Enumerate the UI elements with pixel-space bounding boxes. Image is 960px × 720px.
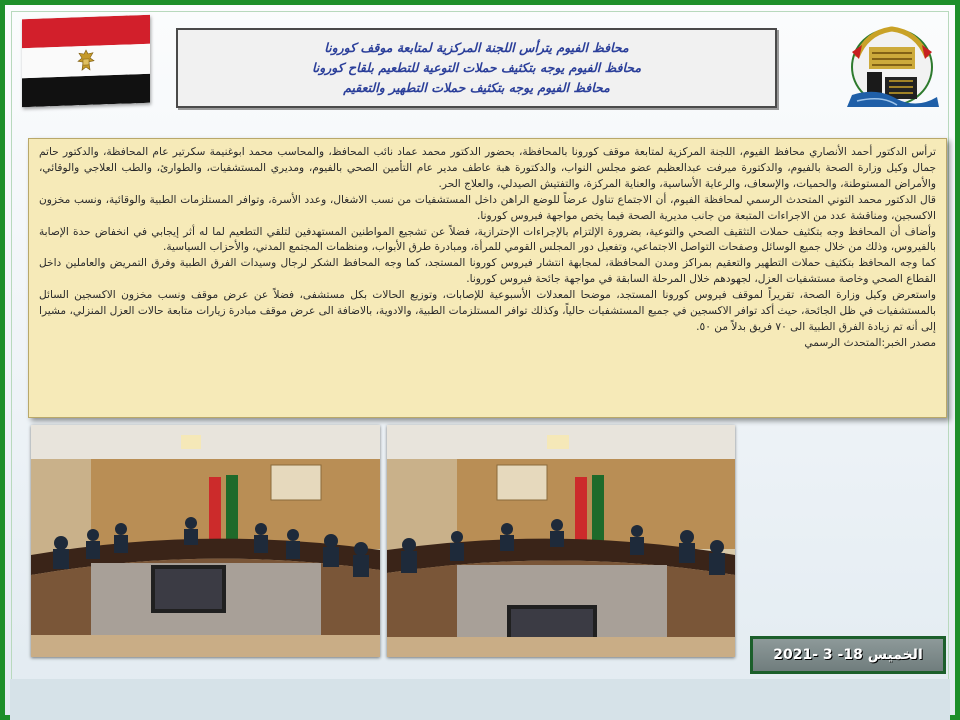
meeting-photo-2 (387, 425, 735, 657)
headline-line-3: محافظ الفيوم يوجه بتكثيف حملات التطهير والتعقيم (343, 80, 610, 95)
headline-line-1: محافظ الفيوم يترأس اللجنة المركزية لمتابعة موقف كورونا (324, 40, 629, 55)
bottom-band (10, 679, 950, 720)
flag-red-stripe (22, 15, 150, 49)
eagle-icon (75, 48, 97, 75)
headline-line-2: محافظ الفيوم يوجه بتكثيف حملات التوعية للتطعيم بلقاح كورونا (311, 60, 642, 75)
headline-box (176, 28, 777, 108)
article-paragraph: ترأس الدكتور أحمد الأنصاري محافظ الفيوم، اللجنة المركزية لمتابعة موقف كورونا بالمحافظة، بحضور الدكتور محمد عماد نائب المحافظ، والمحاسب محمد ابوغنيمة سكرتير عام المحافظة، والدكتور حاتم جمال وكيل وزارة الصحة بالفيوم، والدكتورة ميرفت عبدالعظيم عضو مجلس النواب، والدكتورة هبة عاطف مدير عام التأمين الصحي بالفيوم، ومديري المستشفيات، والطوارئ، والطب العلاجي والوقائي، والأمراض المستوطنة، والحميات، والإسعاف، والرعاية الأساسية، والعناية المركزة، والتفتيش الصيدلي، والعلاج الحر. (39, 146, 936, 190)
date-box (750, 636, 946, 674)
article-paragraph: كما وجه المحافظ بتكثيف حملات التطهير والتعقيم بمراكز ومدن المحافظة، لمجابهة انتشار فيروس كورونا المستجد، كما وجه المحافظ الشكر لرجال وسيدات الفرق الطبية وفرق التمريض والعاملين داخل القطاع الصحي وخاصة مستشفيات العزل، لجهودهم خلال المرحلة السابقة في مواجهة جائحة فيروس كورونا. (39, 257, 936, 286)
fayoum-governorate-logo (837, 17, 943, 111)
article-body (28, 138, 947, 418)
flag-black-stripe (22, 73, 150, 107)
article-paragraph: قال الدكتور محمد التوني المتحدث الرسمي لمحافظة الفيوم، أن الاجتماع تناول عرضاً للوضع الراهن داخل المستشفيات من نسب الاشغال، وعدد الأسرة، وتوافر المستلزمات الطبية والوقائية، ونسب مخزون الاكسجين، ومناقشة عدد من الاجراءات المتبعة من جانب مديرية الصحة فيما يخص مواجهة فيروس كورونا. (39, 193, 936, 222)
article-paragraph: وأضاف أن المحافظ وجه بتكثيف حملات التثقيف الصحي والتوعية، بضرورة الإلتزام بالإجراءات الإحترازية، فضلاً عن تشجيع المواطنين المستهدفين لتلقي التطعيم لما له أثر إيجابي في انخفاض حدة الإصابة بالفيروس، وذلك من خلال جميع الوسائل وصفحات التواصل الاجتماعي، وتفعيل دور المجلس القومي للمرأة، ومبادرة طرق الأبواب، ومنظمات المجتمع المدني، والأحزاب السياسية. (39, 225, 936, 254)
egypt-flag (22, 15, 150, 107)
article-source: مصدر الخبر:المتحدث الرسمي (804, 336, 936, 349)
article-paragraph: واستعرض وكيل وزارة الصحة، تقريراً لموقف فيروس كورونا المستجد، موضحا المعدلات الأسبوعية للإصابات، وتوزيع الحالات بكل مستشفى، فضلاً عن عرض موقف ونسب مخزون الاكسجين السائل بالمستشفيات في ظل الجائحة، حيث أكد توافر الاكسجين في جميع المستشفيات حالياً، وكذلك توافر المستلزمات الطبية، والادوية، بالاضافة الى عرض موقف مبادرة زيارات متابعة حالات العزل المنزلي، مشيرا إلى أنه تم زيادة الفرق الطبية الى ٧٠ فريق بدلاً من ٥٠. (39, 289, 936, 333)
meeting-photo-1 (31, 425, 380, 657)
flag-white-stripe (22, 44, 150, 78)
publication-date: الخميس 18- 3 -2021 (773, 647, 923, 663)
